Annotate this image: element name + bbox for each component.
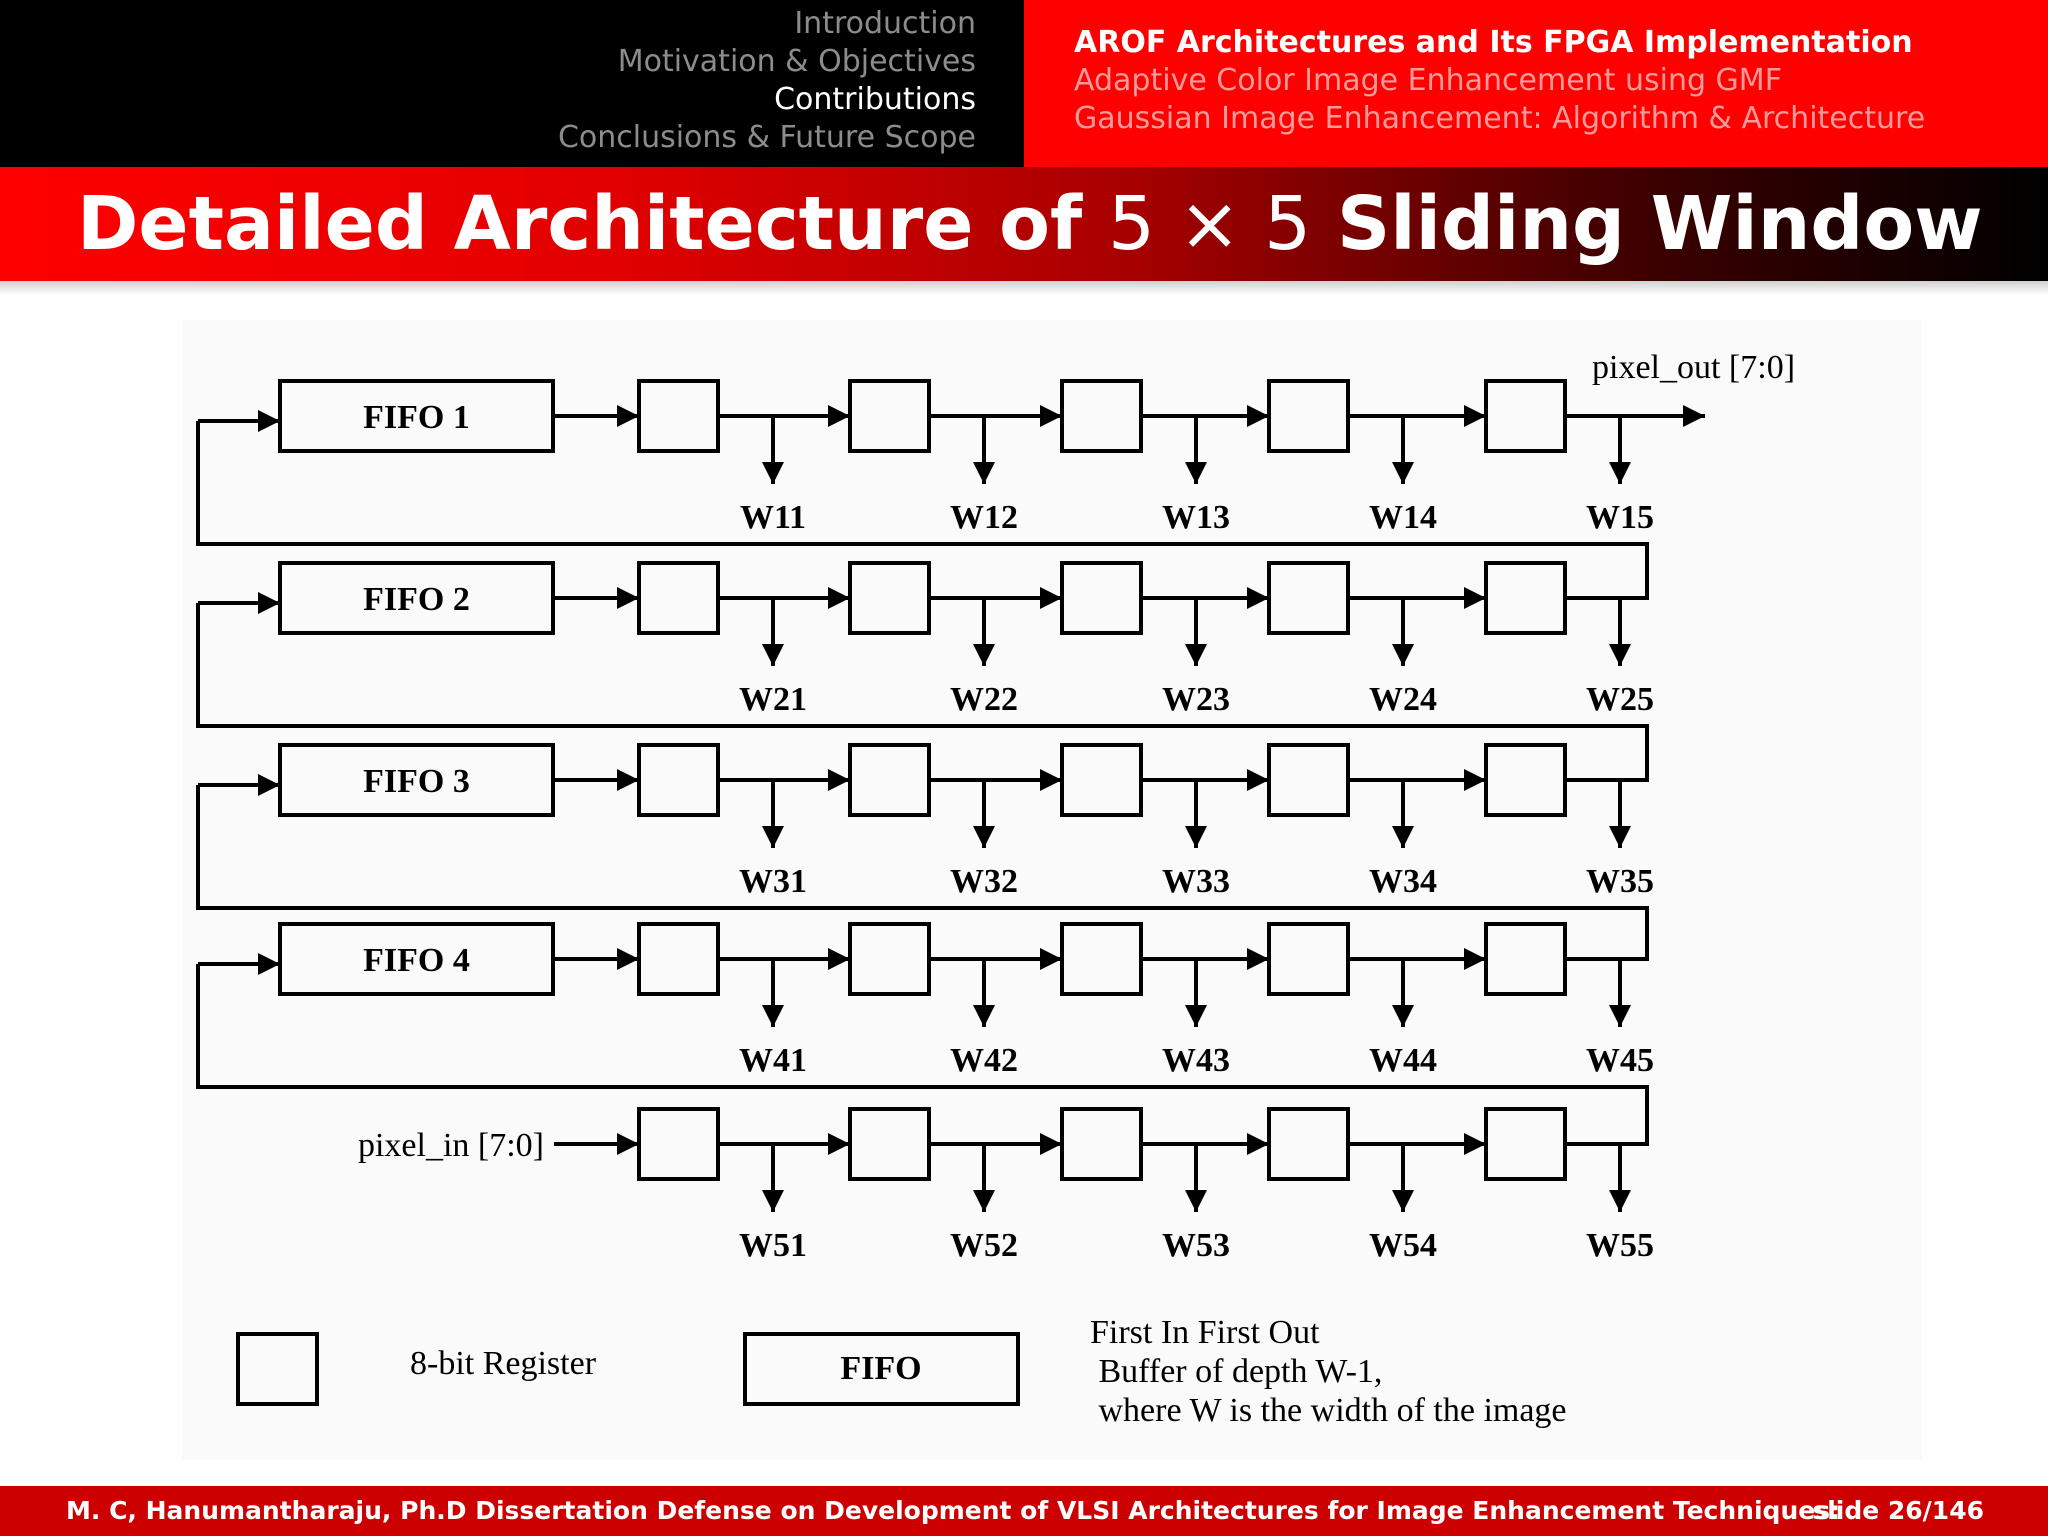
- tap-label: W52: [950, 1227, 1018, 1264]
- tap-label: W43: [1162, 1042, 1230, 1079]
- nav-section-contributions[interactable]: Contributions: [774, 82, 976, 117]
- legend-fifo-description: First In First Out: [1090, 1314, 1320, 1351]
- title-bar: [0, 167, 2048, 281]
- footer-bar: [0, 1486, 2048, 1536]
- legend-fifo-description: where W is the width of the image: [1090, 1392, 1567, 1429]
- register-block: [639, 1109, 718, 1179]
- register-block: [850, 745, 929, 815]
- fifo-label: FIFO 3: [363, 763, 470, 800]
- tap-label: W55: [1586, 1227, 1654, 1264]
- sliding-window-diagram: [182, 320, 1922, 1460]
- title-prefix: Detailed Architecture of: [77, 181, 1108, 267]
- register-block: [639, 924, 718, 994]
- register-block: [1062, 924, 1141, 994]
- register-block: [1269, 1109, 1348, 1179]
- register-block: [1062, 381, 1141, 451]
- tap-label: W34: [1369, 863, 1437, 900]
- title-math: 5 × 5: [1107, 181, 1312, 267]
- register-block: [1269, 745, 1348, 815]
- legend-fifo-label: FIFO: [840, 1350, 922, 1387]
- pixel-out-label: pixel_out [7:0]: [1592, 349, 1796, 386]
- tap-label: W22: [950, 681, 1018, 718]
- nav-section-introduction[interactable]: Introduction: [794, 6, 976, 41]
- tap-label: W15: [1586, 499, 1654, 536]
- tap-label: W11: [739, 499, 807, 536]
- fifo-label: FIFO 4: [363, 942, 470, 979]
- legend-fifo-description: Buffer of depth W-1,: [1090, 1353, 1383, 1390]
- section-navigation: [0, 0, 1024, 167]
- register-block: [850, 381, 929, 451]
- pixel-in-label: pixel_in [7:0]: [357, 1127, 544, 1164]
- nav-subsection-gmf[interactable]: Adaptive Color Image Enhancement using GMF: [1074, 63, 1782, 98]
- tap-label: W25: [1586, 681, 1654, 718]
- register-block: [639, 745, 718, 815]
- tap-label: W44: [1369, 1042, 1437, 1079]
- register-block: [1486, 924, 1565, 994]
- tap-label: W13: [1162, 499, 1230, 536]
- tap-label: W12: [950, 499, 1018, 536]
- nav-section-motivation[interactable]: Motivation & Objectives: [617, 44, 976, 79]
- title-shadow: [0, 281, 2048, 295]
- subsection-navigation: [1024, 0, 2048, 167]
- tap-label: W14: [1369, 499, 1437, 536]
- register-block: [639, 563, 718, 633]
- tap-label: W31: [739, 863, 807, 900]
- register-block: [850, 924, 929, 994]
- nav-subsection-gaussian[interactable]: Gaussian Image Enhancement: Algorithm & Architecture: [1074, 101, 1926, 136]
- footer-text: M. C, Hanumantharaju, Ph.D Dissertation Defense on Development of VLSI Architectures for Image Enhancement Techniques:: [66, 1496, 1841, 1525]
- nav-section-conclusions[interactable]: Conclusions & Future Scope: [557, 120, 976, 155]
- tap-label: W54: [1369, 1227, 1437, 1264]
- tap-label: W42: [950, 1042, 1018, 1079]
- register-block: [1486, 381, 1565, 451]
- tap-label: W51: [739, 1227, 807, 1264]
- tap-label: W21: [739, 681, 807, 718]
- tap-label: W45: [1586, 1042, 1654, 1079]
- register-block: [850, 1109, 929, 1179]
- tap-label: W41: [739, 1042, 807, 1079]
- register-block: [850, 563, 929, 633]
- register-block: [1269, 924, 1348, 994]
- tap-label: W24: [1369, 681, 1437, 718]
- register-block: [1269, 563, 1348, 633]
- legend-register-symbol: [238, 1334, 317, 1404]
- register-block: [1486, 563, 1565, 633]
- register-block: [1062, 745, 1141, 815]
- legend-register-label: 8-bit Register: [410, 1345, 597, 1382]
- tap-label: W35: [1586, 863, 1654, 900]
- tap-label: W33: [1162, 863, 1230, 900]
- nav-subsection-arof[interactable]: AROF Architectures and Its FPGA Implementation: [1074, 25, 1913, 60]
- fifo-label: FIFO 2: [363, 581, 470, 618]
- tap-label: W53: [1162, 1227, 1230, 1264]
- register-block: [1486, 745, 1565, 815]
- fifo-label: FIFO 1: [363, 399, 470, 436]
- register-block: [1062, 1109, 1141, 1179]
- register-block: [1269, 381, 1348, 451]
- tap-label: W23: [1162, 681, 1230, 718]
- register-block: [639, 381, 718, 451]
- title-suffix: Sliding Window: [1311, 181, 1983, 267]
- slide-number: slide 26/146: [1812, 1496, 1984, 1525]
- register-block: [1486, 1109, 1565, 1179]
- diagram-area: [182, 320, 1922, 1460]
- tap-label: W32: [950, 863, 1018, 900]
- register-block: [1062, 563, 1141, 633]
- slide-title: [77, 181, 1983, 267]
